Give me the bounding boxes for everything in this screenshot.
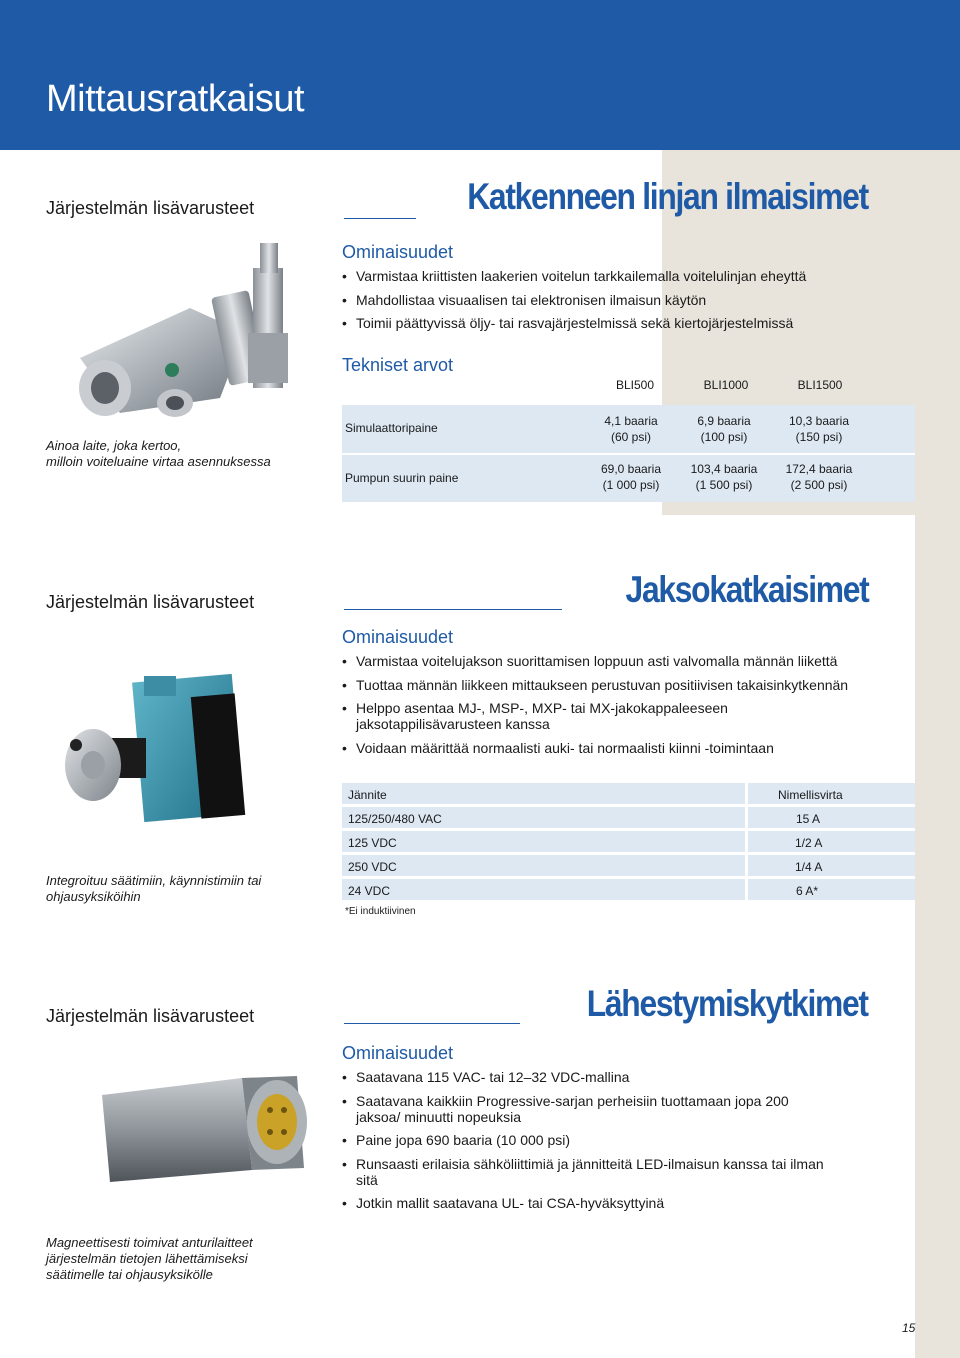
section-3-caption: Magneettisesti toimivat anturilaitteet järjestelmän tietojen lähettämiseksi säätimelle tai ohjausyksikölle [46, 1235, 253, 1282]
section-2-caption: Integroituu säätimiin, käynnistimiin tai ohjausyksiköihin [46, 873, 262, 904]
section-2-label: Järjestelmän lisävarusteet [46, 592, 255, 612]
column-header: BLI500 [615, 378, 655, 392]
table-cell-text: 125 VDC [348, 836, 397, 850]
table-cell [748, 855, 915, 876]
page-title: Mittausratkaisut [46, 78, 305, 120]
section-2-title: Jaksokatkaisimet [625, 569, 868, 610]
table-cell: 103,4 baaria (1 500 psi) [690, 462, 758, 492]
table-cell: 4,1 baaria (60 psi) [604, 414, 658, 444]
table-cell: 10,3 baaria (150 psi) [788, 414, 850, 444]
table-cell [748, 831, 915, 852]
side-strip [915, 150, 960, 1358]
section-3-feature-list [342, 1069, 832, 1219]
table-cell [342, 879, 745, 900]
cycle-switch-image [58, 650, 258, 825]
feature-item: • Helppo asentaa MJ-, MSP-, MXP- tai MX-jakokappaleeseen jaksotappilisävarusteen kanssa [342, 700, 872, 732]
table-cell [342, 855, 745, 876]
proximity-switch-image [92, 1070, 322, 1190]
column-header: BLI1000 [703, 378, 749, 392]
row-label: Simulaattoripaine [345, 421, 438, 435]
table-cell: 69,0 baaria (1 000 psi) [600, 462, 662, 492]
feature-item: • Varmistaa kriittisten laakerien voitelun tarkkailemalla voitelulinjan eheyttä [342, 268, 806, 284]
section-1-feature-list [342, 268, 806, 339]
section-3-label: Järjestelmän lisävarusteet [46, 1006, 255, 1026]
column-header: Nimellisvirta [778, 788, 843, 802]
section-1-title: Katkenneen linjan ilmaisimet [467, 176, 868, 217]
section-3-title-rule [344, 1023, 520, 1024]
feature-item: • Voidaan määrittää normaalisti auki- tai normaalisti kiinni -toimintaan [342, 740, 872, 756]
section-3-features-heading: Ominaisuudet [342, 1043, 454, 1063]
table-cell [748, 807, 915, 828]
section-1-title-rule [344, 218, 416, 219]
table-cell [342, 831, 745, 852]
table-cell-text: 1/2 A [795, 836, 823, 850]
section-2-feature-list [342, 653, 872, 763]
feature-item: • Paine jopa 690 baaria (10 000 psi) [342, 1132, 832, 1148]
table-cell-text: 6 A* [796, 884, 819, 898]
feature-item: • Jotkin mallit saatavana UL- tai CSA-hyväksyttyinä [342, 1195, 832, 1211]
section-3-title: Lähestymiskytkimet [587, 983, 868, 1024]
table-cell: 6,9 baaria (100 psi) [697, 414, 751, 444]
feature-item: • Tuottaa männän liikkeen mittaukseen perustuvan positiivisen takaisinkytkennän [342, 677, 872, 693]
table-header-cell [342, 783, 745, 804]
table-cell-text: 24 VDC [348, 884, 391, 898]
column-header: Jännite [348, 788, 387, 802]
table-cell-text: 15 A [796, 812, 821, 826]
feature-item: • Runsaasti erilaisia sähköliittimiä ja jännitteitä LED-ilmaisun kanssa tai ilman sitä [342, 1156, 832, 1188]
section-2-title-rule [344, 609, 562, 610]
column-header: BLI1500 [797, 378, 843, 392]
feature-item: • Varmistaa voitelujakson suorittamisen loppuun asti valvomalla männän liikettä [342, 653, 872, 669]
table-cell-text: 250 VDC [348, 860, 397, 874]
feature-item: • Mahdollistaa visuaalisen tai elektronisen ilmaisun käytön [342, 292, 806, 308]
feature-item: • Toimii päättyvissä öljy- tai rasvajärjestelmissä sekä kiertojärjestelmissä [342, 315, 806, 331]
section-1-caption: Ainoa laite, joka kertoo, milloin voiteluaine virtaa asennuksessa [46, 438, 271, 469]
feature-item: • Saatavana kaikkiin Progressive-sarjan perheisiin tuottamaan jopa 200 jaksoa/ minuutti nopeuksia [342, 1093, 832, 1125]
row-label: Pumpun suurin paine [345, 471, 459, 485]
table-cell: 172,4 baaria (2 500 psi) [785, 462, 853, 492]
page-number: 15 [902, 1321, 916, 1335]
table-cell-text: 125/250/480 VAC [348, 812, 442, 826]
table-footnote: *Ei induktiivinen [345, 906, 416, 917]
section-1-specs-heading: Tekniset arvot [342, 355, 454, 375]
table-cell-text: 1/4 A [795, 860, 823, 874]
broken-line-indicator-image [70, 238, 310, 428]
row-divider [342, 453, 915, 455]
table-cell [748, 879, 915, 900]
page-header [0, 0, 960, 150]
section-1-features-heading: Ominaisuudet [342, 242, 454, 262]
section-2-features-heading: Ominaisuudet [342, 627, 454, 647]
section-1-label: Järjestelmän lisävarusteet [46, 198, 255, 218]
feature-item: • Saatavana 115 VAC- tai 12–32 VDC-mallina [342, 1069, 832, 1085]
